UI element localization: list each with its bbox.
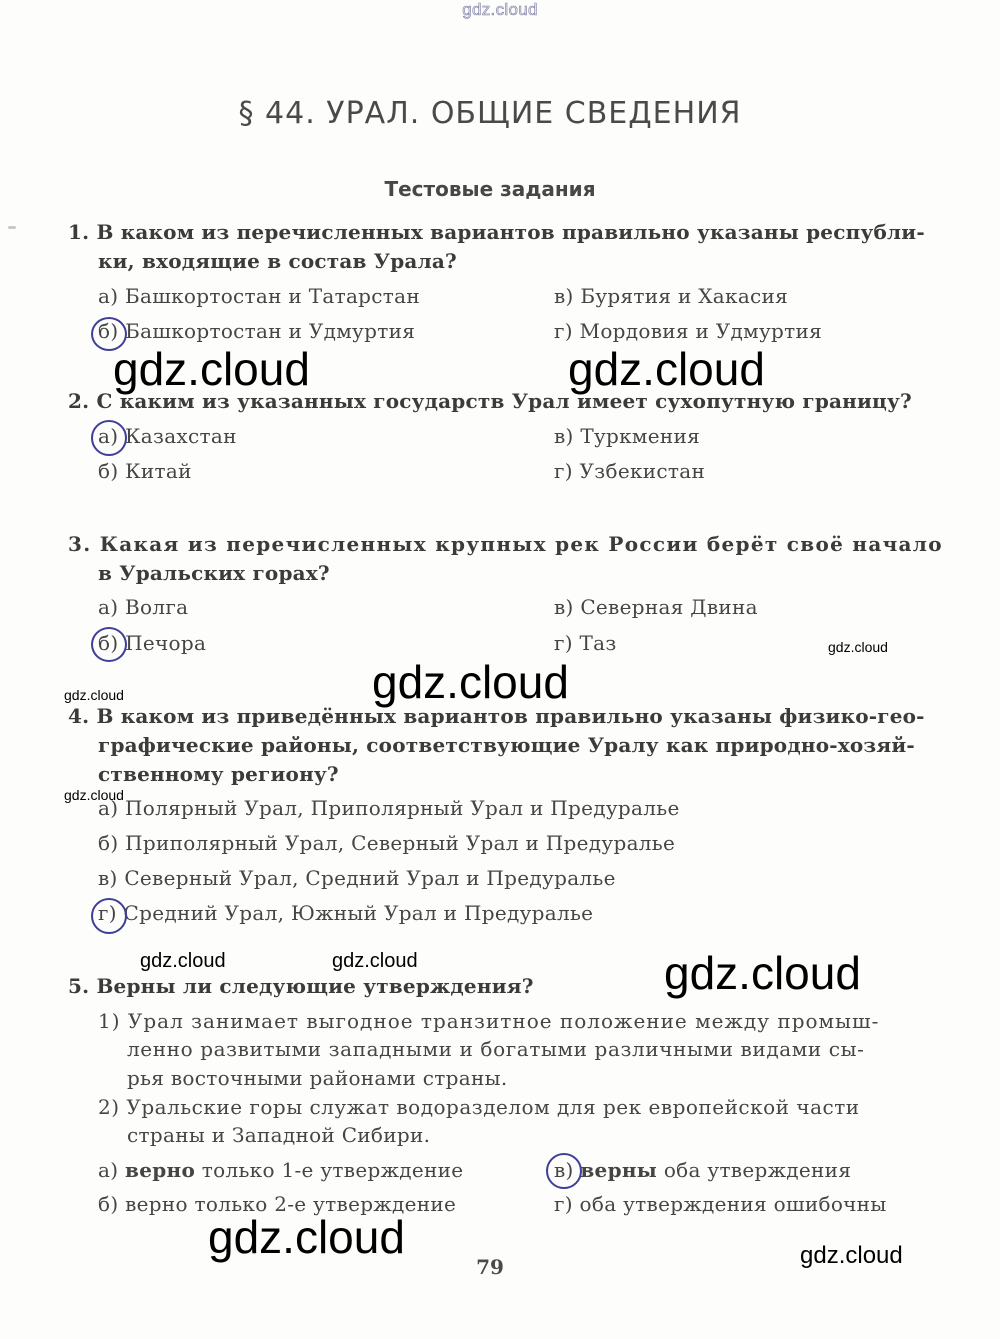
question-1-text: 1. В каком из перечисленных вариантов правильно указаны республи-: [68, 220, 925, 244]
watermark-7: gdz.cloud: [140, 950, 226, 972]
q2-option-a: а) Казахстан: [98, 424, 237, 448]
question-4-text-cont2: ственному региону?: [98, 762, 339, 786]
watermark-6: gdz.cloud: [64, 787, 124, 803]
q1-option-d: г) Мордовия и Удмуртия: [554, 319, 823, 343]
q3-option-b: б) Печора: [98, 631, 207, 655]
q5-statement-1-cont: ленно развитыми западными и богатыми различными видами сы-: [127, 1037, 865, 1061]
q1-option-a: а) Башкортостан и Татарстан: [98, 284, 420, 308]
question-2-text: 2. С каким из указанных государств Урал имеет сухопутную границу?: [68, 389, 912, 413]
scan-mark: [8, 226, 16, 229]
q5-statement-1: 1) Урал занимает выгодное транзитное положение между промыш-: [98, 1009, 880, 1033]
page-number: 79: [476, 1255, 504, 1279]
q3-option-c: в) Северная Двина: [554, 595, 758, 619]
q1-option-b: б) Башкортостан и Удмуртия: [98, 319, 416, 343]
watermark-3: gdz.cloud: [828, 639, 888, 655]
q5-option-d: г) оба утверждения ошибочны: [554, 1192, 887, 1216]
q4-option-b: б) Приполярный Урал, Северный Урал и Предуралье: [98, 831, 676, 855]
q4-answer-circle: [91, 898, 127, 934]
q2-option-c: в) Туркмения: [554, 424, 701, 448]
question-1-text-cont: ки, входящие в состав Урала?: [98, 249, 457, 273]
question-4-text-cont: графические районы, соответствующие Уралу как природно-хозяй-: [98, 733, 915, 757]
question-4-text: 4. В каком из приведённых вариантов правильно указаны физико-гео-: [68, 704, 925, 728]
watermark-11: gdz.cloud: [800, 1242, 903, 1269]
top-watermark: gdz.cloud: [462, 0, 538, 19]
q5-statement-1-cont2: рья восточными районами страны.: [127, 1066, 508, 1090]
watermark-1: gdz.cloud: [113, 343, 310, 395]
watermark-4: gdz.cloud: [372, 656, 569, 708]
question-3-text-cont: в Уральских горах?: [98, 561, 330, 585]
q5-statement-2: 2) Уральские горы служат водоразделом для рек европейской части: [98, 1095, 860, 1119]
q5-answer-circle: [546, 1153, 582, 1189]
q2-answer-circle: [91, 420, 127, 456]
q3-answer-circle: [91, 627, 127, 662]
q5-option-c-letter: в): [554, 1158, 574, 1182]
q4-option-d: г) Средний Урал, Южный Урал и Предуралье: [98, 901, 594, 925]
q5-option-a: [98, 1156, 463, 1185]
q5-option-b: б) верно только 2-е утверждение: [98, 1192, 457, 1216]
section-subtitle: Тестовые задания: [384, 177, 596, 201]
q5-option-c-bold: верны: [580, 1158, 658, 1182]
watermark-5: gdz.cloud: [64, 687, 124, 703]
q3-option-d: г) Таз: [554, 631, 617, 655]
watermark-2: gdz.cloud: [568, 343, 765, 395]
question-5-text: 5. Верны ли следующие утверждения?: [68, 974, 534, 998]
watermark-9: gdz.cloud: [664, 947, 861, 999]
q3-option-a: а) Волга: [98, 595, 189, 619]
q5-option-a-rest: только 1-е утверждение: [201, 1158, 464, 1182]
q5-option-c-rest: оба утверждения: [663, 1158, 852, 1182]
q2-option-d: г) Узбекистан: [554, 459, 706, 483]
q4-option-a: а) Полярный Урал, Приполярный Урал и Предуралье: [98, 796, 680, 820]
page-title: § 44. УРАЛ. ОБЩИЕ СВЕДЕНИЯ: [238, 96, 742, 131]
q1-option-c: в) Бурятия и Хакасия: [554, 284, 789, 308]
q5-option-a-letter: а): [98, 1158, 119, 1182]
watermark-10: gdz.cloud: [208, 1211, 405, 1263]
question-3-text: 3. Какая из перечисленных крупных рек России берёт своё начало: [68, 532, 943, 556]
q4-option-c: в) Северный Урал, Средний Урал и Предуралье: [98, 866, 616, 890]
q2-option-b: б) Китай: [98, 459, 192, 483]
q5-statement-2-cont: страны и Западной Сибири.: [127, 1123, 431, 1147]
q5-option-a-bold: верно: [125, 1158, 196, 1182]
q5-option-c: [554, 1156, 851, 1185]
watermark-8: gdz.cloud: [332, 950, 418, 972]
